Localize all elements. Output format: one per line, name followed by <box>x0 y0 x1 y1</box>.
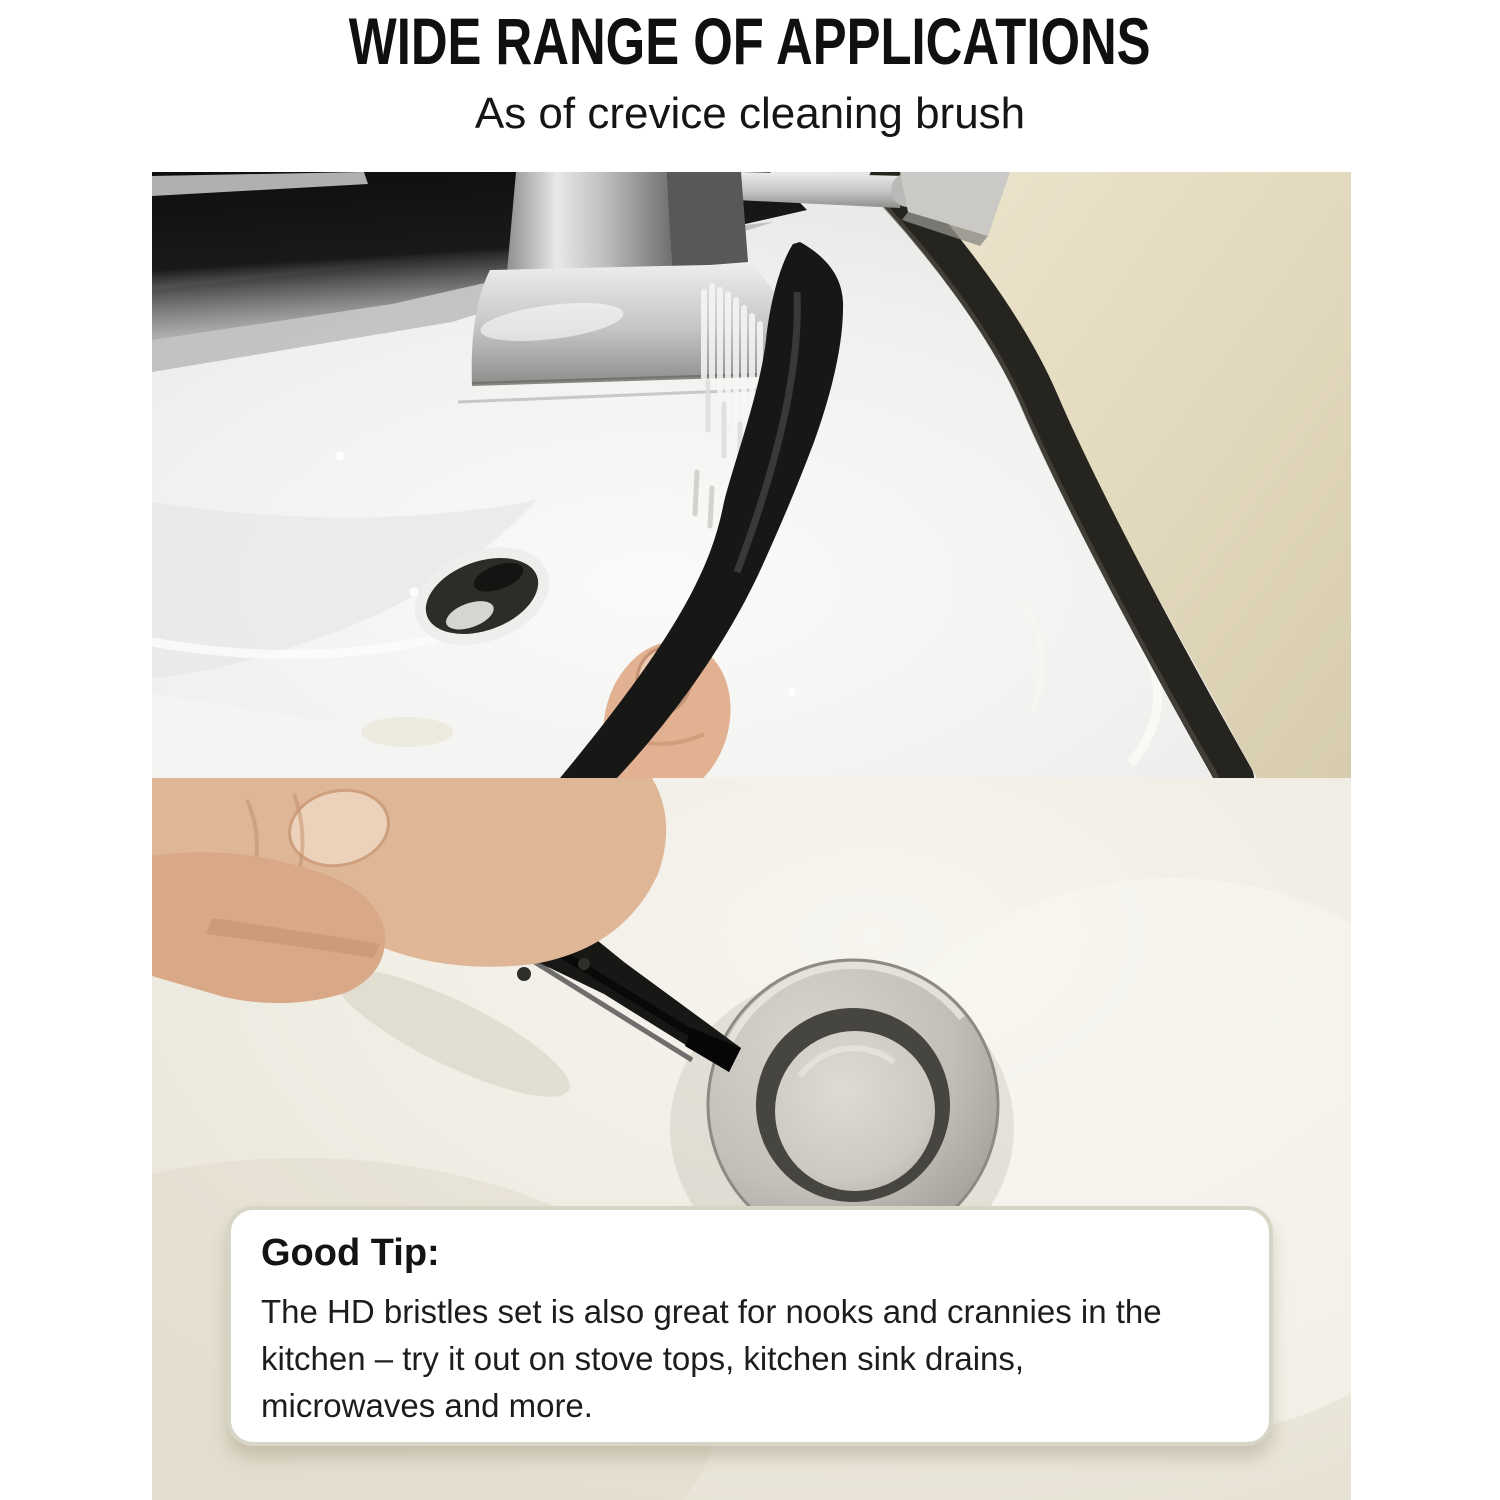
drain-cap <box>775 1031 935 1191</box>
page-title <box>0 4 1500 78</box>
tip-line: kitchen – try it out on stove tops, kitchen sink drains, <box>261 1340 1025 1377</box>
tip-box <box>227 1206 1273 1446</box>
page-title-text: WIDE RANGE OF APPLICATIONS <box>349 4 1151 78</box>
tip-line: microwaves and more. <box>261 1387 593 1424</box>
page-subtitle: As of crevice cleaning brush <box>474 89 1026 138</box>
tip-line: The HD bristles set is also great for nooks and crannies in the <box>261 1293 1162 1330</box>
top-photo-illustration <box>152 172 1351 778</box>
top-photo <box>152 172 1351 778</box>
tip-heading: Good Tip: <box>261 1232 440 1274</box>
